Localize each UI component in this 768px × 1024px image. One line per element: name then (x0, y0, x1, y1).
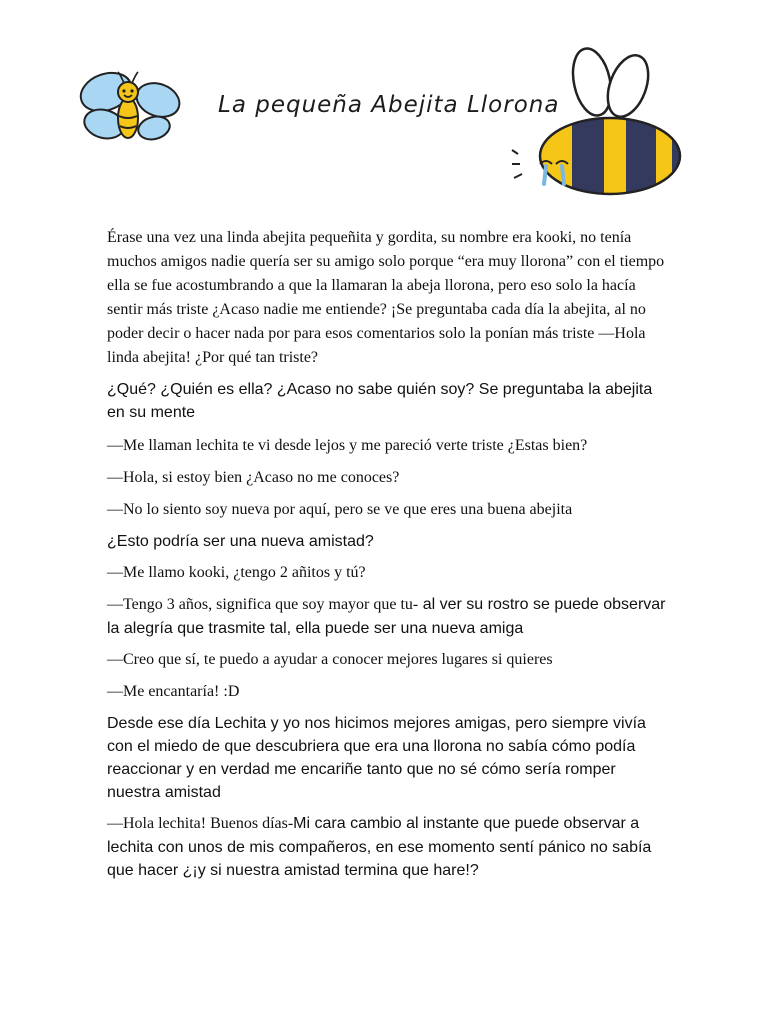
paragraph-question: ¿Esto podría ser una nueva amistad? (107, 533, 374, 550)
dialogue-line: —Me llaman lechita te vi desde lejos y me pareció verte triste ¿Estas bien? (107, 437, 588, 454)
paragraph-intro: Érase una vez una linda abejita pequeñita y gordita, su nombre era kooki, no tenía muchos amigos nadie quería ser su amigo solo porque “era muy llorona” con el tiempo ella se fue acostumbrando a que la llamaran la abeja llorona, pero eso solo la hacía sentir más triste ¿Acaso nadie me entiende? ¡Se preguntaba cada día la abejita, al no poder decir o hacer nada por para esos comentarios solo la ponían más triste —Hola linda abejita! ¿Por qué tan triste? (107, 229, 665, 366)
narration: Mi cara cambio al instante que puede observar a lechita con unos de mis compañeros, en ese momento sentí pánico no sabía que hacer ¿¡y si nuestra amistad termina que hare!? (107, 815, 652, 879)
dialogue-line (107, 812, 667, 882)
dialogue-line: —Creo que sí, te puedo a ayudar a conocer mejores lugares si quieres (107, 651, 553, 668)
narration: al ver su rostro se puede observar la alegría que trasmite tal, ella puede ser una nueva amiga (107, 596, 666, 637)
paragraph-question: ¿Qué? ¿Quién es ella? ¿Acaso no sabe quién soy? Se preguntaba la abejita en su mente (107, 381, 653, 421)
dialogue-line: —Me encantaría! :D (107, 683, 240, 700)
happy-bee-icon (74, 62, 184, 148)
crying-bee-icon (500, 46, 690, 196)
dialogue-line: —No lo siento soy nueva por aquí, pero se ve que eres una buena abejita (107, 501, 573, 518)
dialogue-line: —Hola, si estoy bien ¿Acaso no me conoces? (107, 469, 400, 486)
dialogue-line (107, 593, 667, 640)
dialogue-quote: —Hola lechita! Buenos días- (107, 815, 294, 832)
dialogue-quote: —Tengo 3 años, significa que soy mayor que tu- (107, 596, 419, 613)
paragraph-narration: Desde ese día Lechita y yo nos hicimos mejores amigas, pero siempre vivía con el miedo de que descubriera que era una llorona no sabía cómo podía reaccionar y en verdad me encariñe tanto que no sé cómo sería romper nuestra amistad (107, 715, 646, 801)
story-title: La pequeña Abejita Llorona (218, 92, 560, 118)
dialogue-line: —Me llamo kooki, ¿tengo 2 añitos y tú? (107, 564, 366, 581)
story-body (107, 226, 667, 882)
